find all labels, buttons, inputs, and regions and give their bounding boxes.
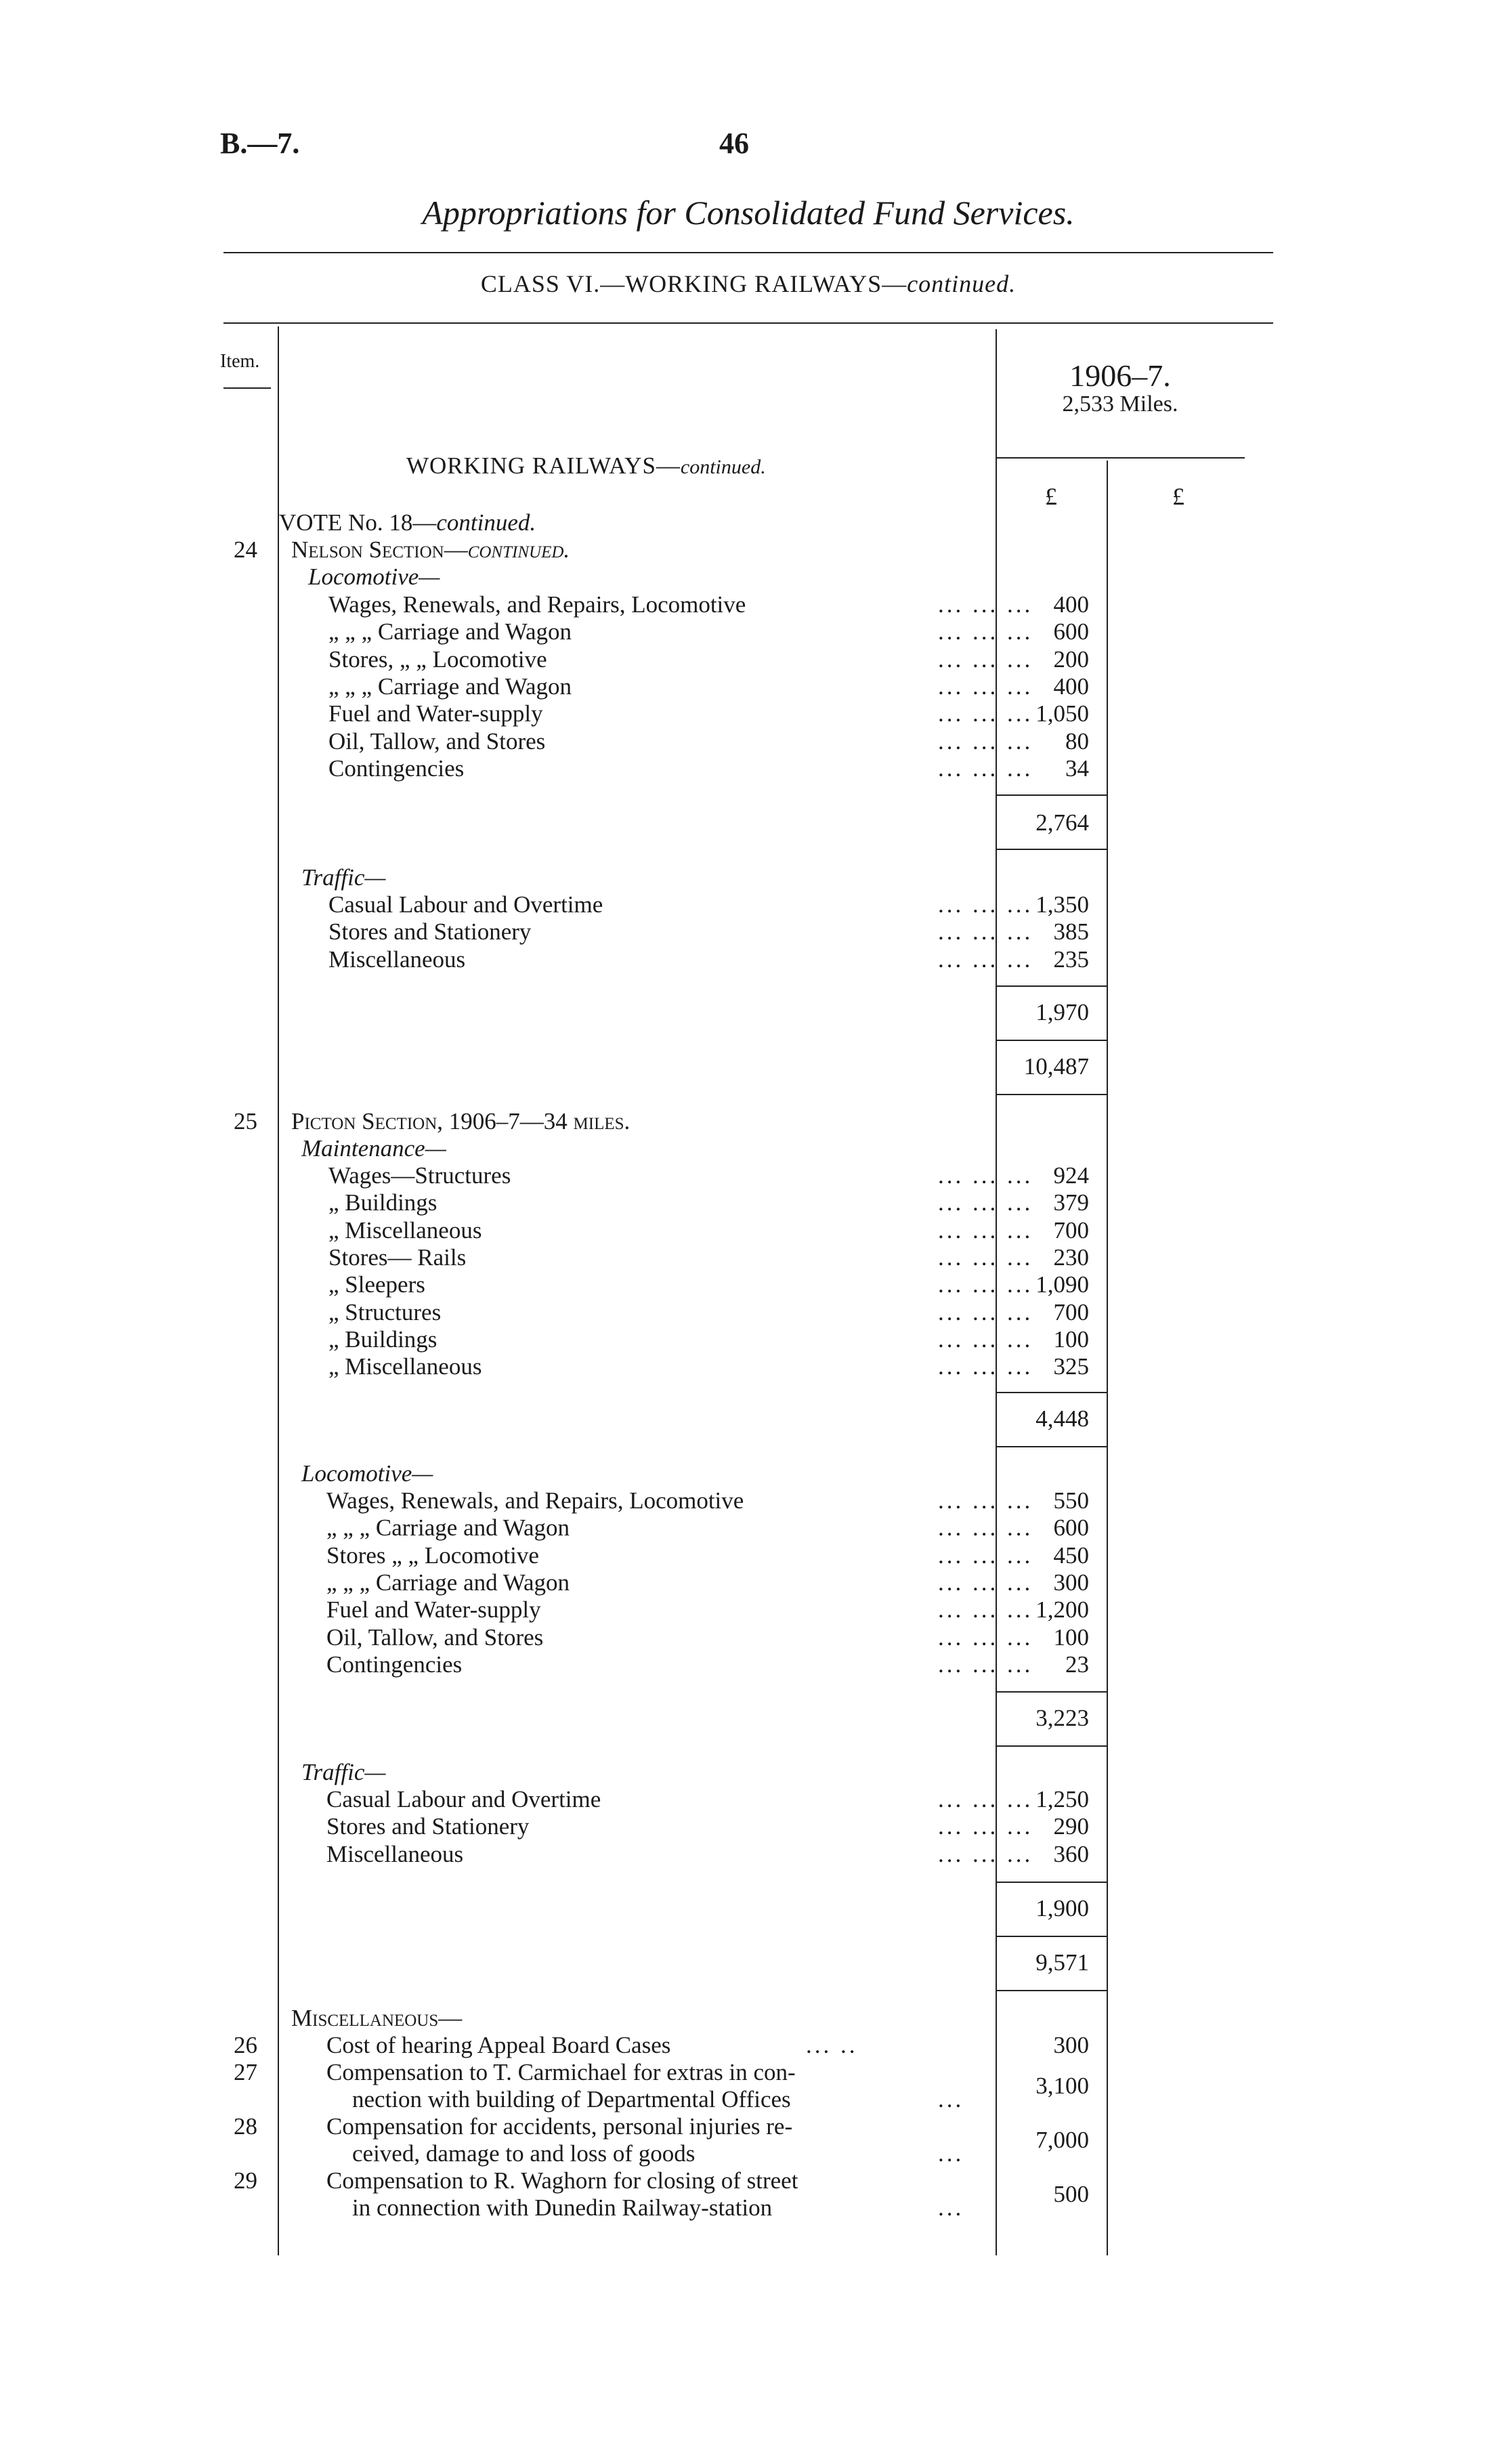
misc-heading: Miscellaneous—: [291, 2005, 463, 2031]
misc-item-line1-3: Compensation to R. Waghorn for closing of street: [326, 2167, 798, 2194]
picton-maint-subtotal: 4,448: [1035, 1405, 1089, 1432]
picton-loco-leader-4: ... ... ...: [938, 1596, 1033, 1623]
nelson-traffic-label-1: Stores and Stationery: [328, 918, 532, 946]
picton-traffic-leader-1: ... ... ...: [938, 1813, 1033, 1840]
nelson-loco-label-4: Fuel and Water-supply: [328, 700, 543, 727]
picton-maint-amount-3: 230: [1053, 1244, 1089, 1271]
nelson-loco-subtotal-rule: [997, 794, 1107, 796]
amount-column-mid-divider: [1107, 461, 1108, 2255]
picton-maint-leader-3: ... ... ...: [938, 1244, 1033, 1271]
picton-maint-label-0: Wages—Structures: [328, 1162, 511, 1189]
nelson-grand-total-underline: [997, 1094, 1107, 1095]
nelson-traffic-subtotal: 1,970: [1035, 999, 1089, 1025]
picton-loco-amount-5: 100: [1053, 1623, 1089, 1651]
picton-grand-total-underline: [997, 1990, 1107, 1991]
picton-maint-heading: [301, 1135, 446, 1162]
picton-item-number: 25: [234, 1108, 257, 1134]
nelson-loco-amount-1: 600: [1053, 618, 1089, 645]
picton-maint-label-3: Stores— Rails: [328, 1244, 467, 1271]
picton-maint-label-4: „ Sleepers: [328, 1271, 425, 1298]
nelson-loco-leader-2: ... ... ...: [938, 645, 1033, 673]
misc-amount-0: 300: [1053, 2032, 1089, 2058]
picton-grand-total: 9,571: [1035, 1949, 1089, 1976]
section-heading: [406, 452, 766, 480]
picton-loco-leader-2: ... ... ...: [938, 1542, 1033, 1569]
misc-item-line2-1: nection with building of Departmental Offices: [352, 2086, 791, 2112]
section-heading-continued: continued.: [680, 456, 766, 478]
picton-loco-amount-4: 1,200: [1035, 1596, 1089, 1623]
misc-leader-1: ...: [938, 2086, 964, 2112]
picton-maint-leader-2: ... ... ...: [938, 1216, 1033, 1244]
misc-item-line1-0: Cost of hearing Appeal Board Cases: [326, 2032, 671, 2058]
picton-maint-amount-5: 700: [1053, 1298, 1089, 1325]
nelson-loco-heading-text: Locomotive—: [308, 564, 440, 590]
nelson-loco-amount-5: 80: [1065, 727, 1089, 755]
picton-loco-leader-1: ... ... ...: [938, 1514, 1033, 1542]
picton-traffic-amount-2: 360: [1053, 1840, 1089, 1867]
picton-loco-label-0: Wages, Renewals, and Repairs, Locomotive: [326, 1487, 744, 1514]
page-number: 46: [719, 127, 749, 160]
picton-loco-subtotal-underline: [997, 1745, 1107, 1747]
nelson-loco-label-2: Stores, „ „ Locomotive: [328, 645, 547, 673]
nelson-loco-leader-5: ... ... ...: [938, 727, 1033, 755]
picton-maint-leader-7: ... ... ...: [938, 1353, 1033, 1380]
vote-heading: VOTE No. 18—continued.: [279, 509, 536, 536]
nelson-loco-label-1: „ „ „ Carriage and Wagon: [328, 618, 572, 645]
nelson-loco-leader-1: ... ... ...: [938, 618, 1033, 645]
picton-loco-label-2: Stores „ „ Locomotive: [326, 1542, 539, 1569]
nelson-loco-subtotal-underline: [997, 849, 1107, 850]
picton-maint-amount-0: 924: [1053, 1162, 1089, 1189]
nelson-grand-total: 10,487: [1023, 1053, 1089, 1080]
misc-amount-1: 3,100: [1035, 2073, 1089, 2099]
section-heading-main: WORKING RAILWAYS—: [406, 452, 681, 479]
picton-maint-heading-text: Maintenance—: [301, 1135, 446, 1162]
picton-loco-amount-0: 550: [1053, 1487, 1089, 1514]
picton-traffic-amount-0: 1,250: [1035, 1786, 1089, 1812]
currency-symbol-column-2: £: [1172, 483, 1184, 510]
miles-header: 2,533 Miles.: [1062, 391, 1178, 417]
misc-item-line2-3: in connection with Dunedin Railway-station: [352, 2194, 773, 2221]
class-heading-main: CLASS VI.—WORKING RAILWAYS—: [480, 270, 907, 297]
picton-maint-subtotal-rule: [997, 1392, 1107, 1393]
picton-maint-leader-5: ... ... ...: [938, 1298, 1033, 1325]
nelson-loco-heading: [308, 564, 440, 591]
year-header-underline: [997, 457, 1245, 459]
picton-traffic-leader-0: ... ... ...: [938, 1786, 1033, 1812]
misc-item-line1-2: Compensation for accidents, personal injuries re-: [326, 2113, 793, 2140]
picton-maint-label-2: „ Miscellaneous: [328, 1216, 482, 1244]
picton-traffic-label-2: Miscellaneous: [326, 1840, 464, 1867]
nelson-loco-amount-2: 200: [1053, 645, 1089, 673]
picton-loco-amount-3: 300: [1053, 1569, 1089, 1596]
nelson-traffic-leader-0: ... ... ...: [938, 891, 1033, 918]
nelson-section-title: Nelson Section—continued.: [291, 536, 570, 563]
misc-amount-3: 500: [1053, 2181, 1089, 2207]
item-column-header: Item.: [220, 351, 260, 372]
picton-loco-leader-5: ... ... ...: [938, 1623, 1033, 1651]
nelson-traffic-label-0: Casual Labour and Overtime: [328, 891, 603, 918]
picton-maint-amount-6: 100: [1053, 1325, 1089, 1353]
picton-maint-amount-1: 379: [1053, 1189, 1089, 1216]
picton-maint-leader-4: ... ... ...: [938, 1271, 1033, 1298]
picton-maint-amount-4: 1,090: [1035, 1271, 1089, 1298]
picton-loco-heading-text: Locomotive—: [301, 1460, 433, 1487]
picton-traffic-subtotal-underline: [997, 1936, 1107, 1937]
picton-traffic-heading-text: Traffic—: [301, 1759, 386, 1785]
document-code: B.—7.: [220, 127, 300, 160]
picton-loco-amount-2: 450: [1053, 1542, 1089, 1569]
nelson-loco-amount-3: 400: [1053, 673, 1089, 700]
misc-item-number-0: 26: [234, 2032, 257, 2058]
picton-maint-leader-6: ... ... ...: [938, 1325, 1033, 1353]
nelson-loco-amount-0: 400: [1053, 591, 1089, 618]
picton-traffic-label-0: Casual Labour and Overtime: [326, 1786, 601, 1812]
item-header-underline: [223, 387, 271, 389]
picton-loco-amount-1: 600: [1053, 1514, 1089, 1542]
nelson-section-title-continued: continued.: [467, 536, 570, 563]
nelson-loco-leader-0: ... ... ...: [938, 591, 1033, 618]
picton-maint-label-7: „ Miscellaneous: [328, 1353, 482, 1380]
misc-item-number-1: 27: [234, 2059, 257, 2085]
class-heading-continued: continued.: [907, 270, 1017, 297]
misc-leader-2: ...: [938, 2140, 964, 2167]
nelson-traffic-amount-1: 385: [1053, 918, 1089, 946]
picton-traffic-heading: [301, 1759, 385, 1786]
picton-loco-amount-6: 23: [1065, 1651, 1089, 1678]
nelson-loco-label-3: „ „ „ Carriage and Wagon: [328, 673, 572, 700]
year-header: 1906–7.: [1069, 358, 1171, 393]
nelson-traffic-leader-1: ... ... ...: [938, 918, 1033, 946]
nelson-loco-leader-6: ... ... ...: [938, 755, 1033, 782]
picton-loco-leader-0: ... ... ...: [938, 1487, 1033, 1514]
picton-loco-label-6: Contingencies: [326, 1651, 463, 1678]
picton-loco-heading: [301, 1460, 433, 1487]
nelson-loco-leader-3: ... ... ...: [938, 673, 1033, 700]
picton-traffic-subtotal-rule: [997, 1882, 1107, 1883]
nelson-loco-amount-6: 34: [1065, 755, 1089, 782]
picton-loco-label-3: „ „ „ Carriage and Wagon: [326, 1569, 570, 1596]
nelson-item-number: 24: [234, 536, 257, 563]
nelson-traffic-amount-2: 235: [1053, 946, 1089, 973]
picton-loco-subtotal-rule: [997, 1691, 1107, 1693]
misc-item-number-2: 28: [234, 2113, 257, 2140]
misc-amount-2: 7,000: [1035, 2127, 1089, 2153]
picton-traffic-subtotal: 1,900: [1035, 1895, 1089, 1921]
nelson-loco-leader-4: ... ... ...: [938, 700, 1033, 727]
page-title: Appropriations for Consolidated Fund Services.: [422, 194, 1075, 232]
picton-traffic-leader-2: ... ... ...: [938, 1840, 1033, 1867]
nelson-loco-label-5: Oil, Tallow, and Stores: [328, 727, 546, 755]
picton-loco-subtotal: 3,223: [1035, 1705, 1089, 1731]
title-rule: [223, 252, 1273, 253]
picton-section-title: Picton Section, 1906–7—34 miles.: [291, 1108, 631, 1134]
nelson-traffic-subtotal-rule: [997, 985, 1107, 987]
table-top-rule: [223, 322, 1273, 324]
picton-maint-amount-7: 325: [1053, 1353, 1089, 1380]
nelson-traffic-label-2: Miscellaneous: [328, 946, 466, 973]
misc-item-number-3: 29: [234, 2167, 257, 2194]
picton-loco-label-4: Fuel and Water-supply: [326, 1596, 541, 1623]
misc-item-line1-1: Compensation to T. Carmichael for extras in con-: [326, 2059, 796, 2085]
nelson-traffic-heading-text: Traffic—: [301, 864, 386, 891]
item-column-divider: [278, 326, 279, 2255]
picton-maint-label-6: „ Buildings: [328, 1325, 437, 1353]
picton-loco-leader-6: ... ... ...: [938, 1651, 1033, 1678]
picton-maint-leader-0: ... ... ...: [938, 1162, 1033, 1189]
nelson-traffic-amount-0: 1,350: [1035, 891, 1089, 918]
picton-loco-label-1: „ „ „ Carriage and Wagon: [326, 1514, 570, 1542]
nelson-traffic-subtotal-underline: [997, 1040, 1107, 1041]
nelson-loco-amount-4: 1,050: [1035, 700, 1089, 727]
picton-maint-amount-2: 700: [1053, 1216, 1089, 1244]
misc-leader-0: ... ..: [806, 2032, 858, 2058]
picton-traffic-label-1: Stores and Stationery: [326, 1813, 530, 1840]
nelson-traffic-leader-2: ... ... ...: [938, 946, 1033, 973]
picton-loco-label-5: Oil, Tallow, and Stores: [326, 1623, 544, 1651]
vote-heading-continued: continued.: [436, 509, 536, 536]
nelson-loco-label-6: Contingencies: [328, 755, 465, 782]
picton-maint-leader-1: ... ... ...: [938, 1189, 1033, 1216]
picton-maint-subtotal-underline: [997, 1446, 1107, 1447]
misc-item-line2-2: ceived, damage to and loss of goods: [352, 2140, 696, 2167]
picton-maint-label-5: „ Structures: [328, 1298, 442, 1325]
class-heading: [223, 270, 1273, 298]
nelson-loco-label-0: Wages, Renewals, and Repairs, Locomotive: [328, 591, 746, 618]
nelson-loco-subtotal: 2,764: [1035, 809, 1089, 836]
nelson-traffic-heading: [301, 864, 385, 891]
misc-leader-3: ...: [938, 2194, 964, 2221]
picton-loco-leader-3: ... ... ...: [938, 1569, 1033, 1596]
picton-maint-label-1: „ Buildings: [328, 1189, 437, 1216]
currency-symbol-column-1: £: [1045, 483, 1057, 510]
picton-traffic-amount-1: 290: [1053, 1813, 1089, 1840]
